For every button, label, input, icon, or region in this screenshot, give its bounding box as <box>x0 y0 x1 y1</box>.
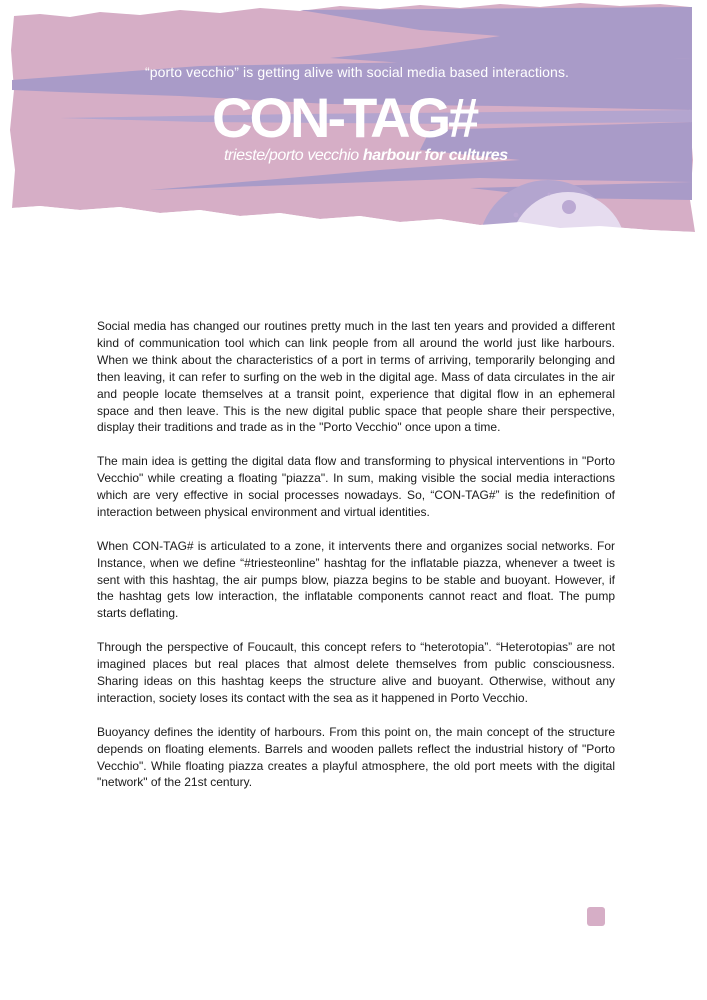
moon-dot <box>548 193 551 196</box>
logo-title: CON-TAG# <box>212 86 477 149</box>
paragraph: Through the perspective of Foucault, this concept refers to “heterotopia”. “Heterotopias” are not imagined places but real places that almost delete themselves from public consciousness. Sharing ideas on this hashtag keeps the structure alive and buoyant. Otherwise, without any interaction, society loses its contact with the sea as it happened in Porto Vecchio. <box>97 640 615 705</box>
header-banner <box>0 0 707 240</box>
banner-tagline: “porto vecchio” is getting alive with social media based interactions. <box>144 64 570 80</box>
body-text <box>97 318 615 808</box>
logo-subtitle <box>224 147 508 165</box>
paragraph: When CON-TAG# is articulated to a zone, it intervents there and organizes social networks. For Instance, when we define “#triesteonline” hashtag for the inflatable piazza, whenever a tweet is sent with this hashtag, the air pumps blow, piazza begins to be stable and buoyant. However, if the hashtag gets low interaction, the inflatable components cannot react and float. The pump starts deflating. <box>97 538 615 621</box>
page-marker <box>587 907 605 926</box>
moon-dot <box>514 213 519 218</box>
logo-subtitle-bold: harbour for cultures <box>362 147 508 164</box>
logo-subtitle-light: trieste/porto vecchio <box>224 147 363 164</box>
paragraph: Social media has changed our routines pretty much in the last ten years and provided a different kind of communication tool which can link people from all around the world just like harbours. When we think about the characteristics of a port in terms of arriving, temporarily belonging and then leaving, it can refer to surfing on the web in the digital age. Mass of data circulates in the air and people locate themselves at a transit point, experience that digital flow in an ephemeral space and then leave. This is the new digital public space that people share their perspective, display their traditions and trade as in the "Porto Vecchio" once upon a time. <box>97 319 615 435</box>
paragraph: The main idea is getting the digital data flow and transforming to physical interventions in "Porto Vecchio" while creating a floating "piazza". In sum, making visible the social media interactions which are very effective in social processes nowadays. So, “CON-TAG#” is the redefinition of interaction between physical environment and virtual identities. <box>97 454 615 519</box>
paragraph: Buoyancy defines the identity of harbours. From this point on, the main concept of the structure depends on floating elements. Barrels and wooden pallets reflect the industrial history of "Porto Vecchio". While floating piazza creates a playful atmosphere, the old port meets with the digital "network" of the 21st century. <box>97 724 615 790</box>
moon-dot <box>562 200 576 214</box>
